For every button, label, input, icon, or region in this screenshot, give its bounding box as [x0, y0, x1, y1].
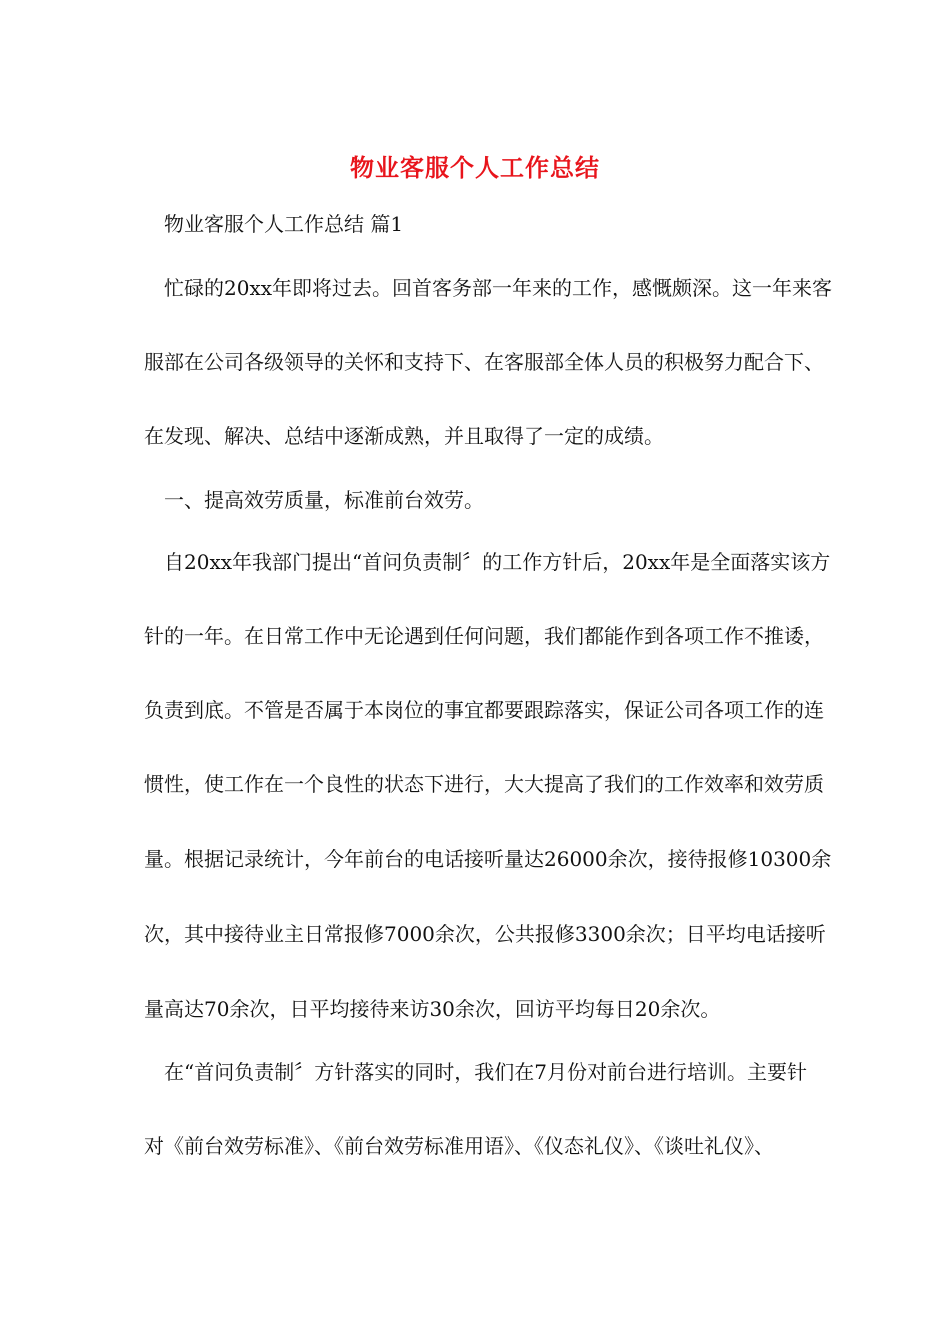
paragraph-line: 量高达70余次，日平均接待来访30余次，回访平均每日20余次。: [144, 997, 721, 1021]
subheading: 一、提高效劳质量，标准前台效劳。: [164, 488, 484, 512]
paragraph-line: 针的一年。在日常工作中无论遇到任何问题，我们都能作到各项工作不推诿，: [144, 624, 824, 648]
paragraph-line: 负责到底。不管是否属于本岗位的事宜都要跟踪落实，保证公司各项工作的连: [144, 698, 824, 722]
paragraph-line: 量。根据记录统计，今年前台的电话接听量达26000余次，接待报修10300余: [144, 847, 832, 871]
paragraph-line: 自20xx年我部门提出“首问负责制〞的工作方针后，20xx年是全面落实该方: [164, 550, 831, 574]
paragraph-line: 服部在公司各级领导的关怀和支持下、在客服部全体人员的积极努力配合下、: [144, 350, 824, 374]
paragraph-line: 惯性，使工作在一个良性的状态下进行，大大提高了我们的工作效率和效劳质: [144, 772, 824, 796]
section-heading: 物业客服个人工作总结 篇1: [164, 212, 404, 236]
paragraph-line: 忙碌的20xx年即将过去。回首客务部一年来的工作，感慨颇深。这一年来客: [164, 276, 833, 300]
paragraph-line: 次，其中接待业主日常报修7000余次，公共报修3300余次；日平均电话接听: [144, 922, 826, 946]
paragraph-line: 对《前台效劳标准》、《前台效劳标准用语》、《仪态礼仪》、《谈吐礼仪》、: [144, 1134, 774, 1158]
paragraph-line: 在发现、解决、总结中逐渐成熟，并且取得了一定的成绩。: [144, 424, 664, 448]
paragraph-line: 在“首问负责制〞方针落实的同时，我们在7月份对前台进行培训。主要针: [164, 1060, 807, 1084]
document-title: 物业客服个人工作总结: [350, 153, 600, 182]
